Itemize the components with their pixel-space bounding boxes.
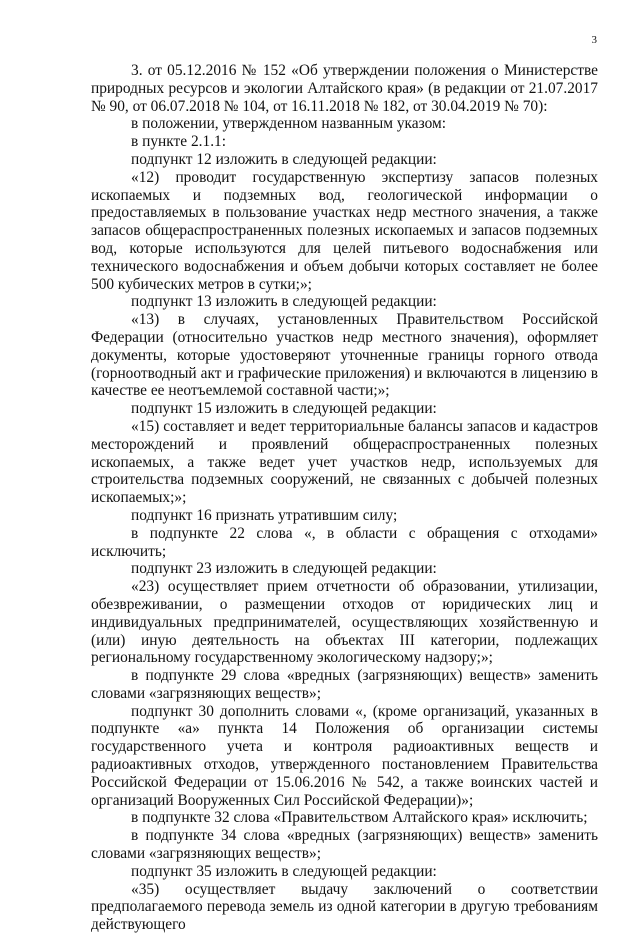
paragraph: в подпункте 22 слова «, в области с обращения с отходами» исключить; xyxy=(91,524,598,560)
paragraph: «15) составляет и ведет территориальные балансы запасов и кадастров месторождений и проявлений общераспространенных полезных ископаемых, а также ведет учет участков недр, используемых для строительства подземных сооружений, не связанных с добычей полезных ископаемых;»; xyxy=(91,417,598,507)
paragraph: «13) в случаях, установленных Правительством Российской Федерации (относительно участков недр местного значения), оформляет документы, которые удостоверяют уточненные границы горного отвода (горноотводный акт и графические приложения) и включаются в лицензию в качестве ее неотъемлемой составной части;»; xyxy=(91,311,598,400)
paragraph: в подпункте 32 слова «Правительством Алтайского края» исключить; xyxy=(131,809,588,827)
paragraph: «23) осуществляет прием отчетности об образовании, утилизации, обезвреживании, о размещении отходов от юридических лиц и индивидуальных предпринимателей, осуществляющих хозяйственную и (или) иную деятельность на объектах III категории, подлежащих региональному государственному экологическому надзору;»; xyxy=(91,578,598,667)
paragraph: «12) проводит государственную экспертизу запасов полезных ископаемых и подземных вод, геологической информации о предоставляемых в пользование участках недр местного значения, а также запасов общераспространенных полезных ископаемых и запасов подземных вод, которые используются для целей питьевого водоснабжения или технического водоснабжения и объем добычи которых составляет не более 500 кубических метров в сутки;»; xyxy=(91,168,598,293)
paragraph: 3. от 05.12.2016 № 152 «Об утверждении положения о Министерстве природных ресурсов и экологии Алтайского края» (в редакции от 21.07.2017 № 90, от 06.07.2018 № 104, от 16.11.2018 № 182, от 30.04.2019 № 70): xyxy=(91,62,598,115)
paragraph: подпункт 30 дополнить словами «, (кроме организаций, указанных в подпункте «а» пункта 14 Положения об организации системы государственного учета и контроля радиоактивных веществ и радиоактивных отходов, утвержденного постановлением Правительства Российской Федерации от 15.06.2016 № 542, а также воинских частей и организаций Вооруженных Сил Российской Федерации)»; xyxy=(91,702,598,809)
paragraph: подпункт 13 изложить в следующей редакции: xyxy=(131,293,437,311)
paragraph: в подпункте 29 слова «вредных (загрязняющих) веществ» заменить словами «загрязняющих веществ»; xyxy=(91,667,598,702)
paragraph: в пункте 2.1.1: xyxy=(131,133,227,151)
paragraph: в положении, утвержденном названным указом: xyxy=(131,115,447,133)
paragraph: в подпункте 34 слова «вредных (загрязняющих) веществ» заменить словами «загрязняющих веществ»; xyxy=(91,827,598,863)
paragraph: подпункт 12 изложить в следующей редакции: xyxy=(131,150,437,168)
paragraph: подпункт 16 признать утратившим силу; xyxy=(131,506,398,524)
document-body xyxy=(91,62,598,934)
page-number: 3 xyxy=(591,34,597,46)
paragraph: подпункт 23 изложить в следующей редакции: xyxy=(131,560,437,578)
paragraph: подпункт 35 изложить в следующей редакции: xyxy=(131,862,437,880)
paragraph: подпункт 15 изложить в следующей редакции: xyxy=(131,400,437,418)
paragraph: «35) осуществляет выдачу заключений о соответствии предполагаемого перевода земель из одной категории в другую требованиям действующего xyxy=(91,880,598,934)
